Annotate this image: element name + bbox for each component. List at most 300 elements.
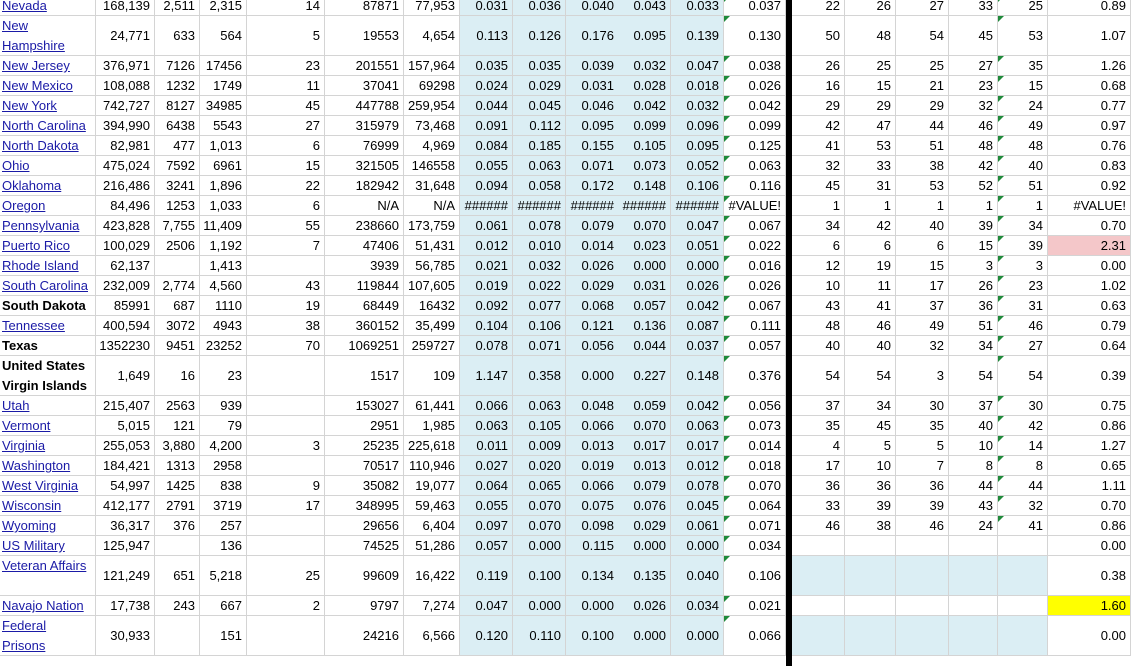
data-cell-c4[interactable] bbox=[247, 356, 325, 396]
row-name-link[interactable]: United States Virgin Islands bbox=[2, 358, 88, 393]
data-cell-c1[interactable]: 85991 bbox=[96, 296, 155, 316]
data-cell-c1[interactable]: 62,137 bbox=[96, 256, 155, 276]
data-cell-c5[interactable]: 315979 bbox=[325, 116, 404, 136]
data-cell-c6[interactable]: 225,618 bbox=[404, 436, 460, 456]
data-cell-r5[interactable]: 0.000 bbox=[671, 256, 724, 276]
data-cell-c5[interactable]: 321505 bbox=[325, 156, 404, 176]
data-cell-k4[interactable]: 32 bbox=[949, 96, 998, 116]
data-cell-c4[interactable]: 3 bbox=[247, 436, 325, 456]
data-cell-c2[interactable]: 243 bbox=[155, 596, 200, 616]
data-cell-r4[interactable]: 0.000 bbox=[618, 256, 671, 276]
data-cell-c5[interactable]: 35082 bbox=[325, 476, 404, 496]
data-cell-k3[interactable] bbox=[896, 616, 949, 656]
row-name-link[interactable]: Vermont bbox=[2, 418, 51, 433]
data-cell-r2[interactable]: 0.110 bbox=[513, 616, 566, 656]
data-cell-c1[interactable]: 255,053 bbox=[96, 436, 155, 456]
data-cell-r4[interactable]: 0.073 bbox=[618, 156, 671, 176]
data-cell-k4[interactable]: 23 bbox=[949, 76, 998, 96]
data-cell-r2[interactable]: 0.058 bbox=[513, 176, 566, 196]
data-cell-r1[interactable]: 0.055 bbox=[460, 156, 513, 176]
data-cell-r4[interactable]: 0.013 bbox=[618, 456, 671, 476]
data-cell-r2[interactable]: 0.126 bbox=[513, 16, 566, 56]
data-cell-k2[interactable]: 54 bbox=[845, 356, 896, 396]
data-cell-r4[interactable]: 0.148 bbox=[618, 176, 671, 196]
data-cell-r1[interactable]: 0.084 bbox=[460, 136, 513, 156]
data-cell-avg[interactable]: 0.376 bbox=[724, 356, 786, 396]
data-cell-c1[interactable]: 108,088 bbox=[96, 76, 155, 96]
data-cell-ratio[interactable]: 0.00 bbox=[1048, 536, 1131, 556]
row-name-cell[interactable] bbox=[0, 296, 96, 316]
data-cell-r4[interactable]: 0.070 bbox=[618, 416, 671, 436]
data-cell-r3[interactable]: 0.000 bbox=[566, 356, 619, 396]
data-cell-k2[interactable]: 31 bbox=[845, 176, 896, 196]
data-cell-ratio[interactable]: 0.97 bbox=[1048, 116, 1131, 136]
data-cell-c4[interactable]: 14 bbox=[247, 0, 325, 16]
row-name-link[interactable]: Utah bbox=[2, 398, 30, 413]
row-name-link[interactable]: Rhode Island bbox=[2, 258, 79, 273]
data-cell-k3[interactable]: 38 bbox=[896, 156, 949, 176]
data-cell-k4[interactable]: 51 bbox=[949, 316, 998, 336]
row-name-cell[interactable] bbox=[0, 396, 96, 416]
data-cell-c1[interactable]: 215,407 bbox=[96, 396, 155, 416]
data-cell-c2[interactable]: 2791 bbox=[155, 496, 200, 516]
data-cell-k1[interactable] bbox=[792, 536, 845, 556]
data-cell-c1[interactable]: 121,249 bbox=[96, 556, 155, 596]
data-cell-c6[interactable]: 107,605 bbox=[404, 276, 460, 296]
data-cell-c4[interactable]: 22 bbox=[247, 176, 325, 196]
data-cell-c1[interactable]: 30,933 bbox=[96, 616, 155, 656]
data-cell-k3[interactable]: 49 bbox=[896, 316, 949, 336]
row-name-link[interactable]: New Jersey bbox=[2, 58, 70, 73]
data-cell-ratio[interactable]: 0.86 bbox=[1048, 516, 1131, 536]
data-cell-c4[interactable]: 7 bbox=[247, 236, 325, 256]
data-cell-k5[interactable]: 51 bbox=[998, 176, 1048, 196]
row-name-cell[interactable] bbox=[0, 216, 96, 236]
data-cell-r3[interactable]: 0.031 bbox=[566, 76, 619, 96]
data-cell-c2[interactable]: 121 bbox=[155, 416, 200, 436]
data-cell-c2[interactable]: 3241 bbox=[155, 176, 200, 196]
data-cell-avg[interactable]: 0.071 bbox=[724, 516, 786, 536]
data-cell-c6[interactable]: 146558 bbox=[404, 156, 460, 176]
data-cell-k5[interactable]: 30 bbox=[998, 396, 1048, 416]
row-name-link[interactable]: Wyoming bbox=[2, 518, 57, 533]
data-cell-k1[interactable]: 36 bbox=[792, 476, 845, 496]
data-cell-k4[interactable] bbox=[949, 616, 998, 656]
data-cell-k4[interactable]: 34 bbox=[949, 336, 998, 356]
data-cell-r3[interactable]: 0.172 bbox=[566, 176, 619, 196]
data-cell-c6[interactable]: 59,463 bbox=[404, 496, 460, 516]
data-cell-c4[interactable]: 2 bbox=[247, 596, 325, 616]
data-cell-c6[interactable]: 6,404 bbox=[404, 516, 460, 536]
data-cell-c5[interactable]: 119844 bbox=[325, 276, 404, 296]
data-cell-k4[interactable]: 42 bbox=[949, 156, 998, 176]
data-cell-avg[interactable]: 0.034 bbox=[724, 536, 786, 556]
data-cell-avg[interactable]: 0.026 bbox=[724, 276, 786, 296]
data-cell-c3[interactable]: 23252 bbox=[200, 336, 247, 356]
data-cell-avg[interactable]: 0.116 bbox=[724, 176, 786, 196]
data-cell-c3[interactable]: 1,896 bbox=[200, 176, 247, 196]
data-cell-c6[interactable]: 51,286 bbox=[404, 536, 460, 556]
data-cell-ratio[interactable]: 1.02 bbox=[1048, 276, 1131, 296]
data-cell-r2[interactable]: 0.112 bbox=[513, 116, 566, 136]
data-cell-r1[interactable]: 0.019 bbox=[460, 276, 513, 296]
data-cell-c3[interactable]: 23 bbox=[200, 356, 247, 396]
row-name-cell[interactable] bbox=[0, 136, 96, 156]
data-cell-k2[interactable] bbox=[845, 556, 896, 596]
data-cell-c1[interactable]: 36,317 bbox=[96, 516, 155, 536]
data-cell-ratio[interactable]: 0.00 bbox=[1048, 616, 1131, 656]
data-cell-avg[interactable]: 0.018 bbox=[724, 456, 786, 476]
data-cell-k5[interactable]: 27 bbox=[998, 336, 1048, 356]
data-cell-k1[interactable]: 40 bbox=[792, 336, 845, 356]
row-name-cell[interactable] bbox=[0, 0, 96, 16]
data-cell-k5[interactable]: 49 bbox=[998, 116, 1048, 136]
data-cell-c3[interactable]: 4943 bbox=[200, 316, 247, 336]
data-cell-k5[interactable]: 35 bbox=[998, 56, 1048, 76]
data-cell-r2[interactable]: 0.063 bbox=[513, 396, 566, 416]
data-cell-k2[interactable]: 48 bbox=[845, 16, 896, 56]
data-cell-c5[interactable]: N/A bbox=[325, 196, 404, 216]
data-cell-r1[interactable]: 0.024 bbox=[460, 76, 513, 96]
data-cell-r3[interactable]: 0.014 bbox=[566, 236, 619, 256]
row-name-link[interactable]: Nevada bbox=[2, 0, 47, 13]
data-cell-k4[interactable] bbox=[949, 596, 998, 616]
data-cell-k3[interactable]: 51 bbox=[896, 136, 949, 156]
data-cell-avg[interactable]: 0.064 bbox=[724, 496, 786, 516]
data-cell-k1[interactable]: 10 bbox=[792, 276, 845, 296]
data-cell-k4[interactable]: 3 bbox=[949, 256, 998, 276]
data-cell-c3[interactable]: 2958 bbox=[200, 456, 247, 476]
data-cell-c5[interactable]: 348995 bbox=[325, 496, 404, 516]
data-cell-c4[interactable] bbox=[247, 536, 325, 556]
row-name-link[interactable]: Texas bbox=[2, 338, 38, 353]
data-cell-k2[interactable]: 29 bbox=[845, 96, 896, 116]
data-cell-r4[interactable]: 0.031 bbox=[618, 276, 671, 296]
row-name-cell[interactable] bbox=[0, 236, 96, 256]
data-cell-r1[interactable]: 0.027 bbox=[460, 456, 513, 476]
data-cell-k1[interactable]: 1 bbox=[792, 196, 845, 216]
data-cell-c1[interactable]: 82,981 bbox=[96, 136, 155, 156]
row-name-link[interactable]: New York bbox=[2, 98, 57, 113]
data-cell-ratio[interactable]: 0.70 bbox=[1048, 216, 1131, 236]
row-name-link[interactable]: Wisconsin bbox=[2, 498, 62, 513]
data-cell-r3[interactable]: ###### bbox=[566, 196, 619, 216]
row-name-link[interactable]: Puerto Rico bbox=[2, 238, 70, 253]
data-cell-c6[interactable]: 16432 bbox=[404, 296, 460, 316]
data-cell-k5[interactable]: 3 bbox=[998, 256, 1048, 276]
data-cell-k2[interactable]: 39 bbox=[845, 496, 896, 516]
data-cell-c6[interactable]: 259,954 bbox=[404, 96, 460, 116]
data-cell-c5[interactable]: 360152 bbox=[325, 316, 404, 336]
data-cell-c3[interactable]: 151 bbox=[200, 616, 247, 656]
data-cell-ratio[interactable]: 0.79 bbox=[1048, 316, 1131, 336]
data-cell-avg[interactable]: 0.038 bbox=[724, 56, 786, 76]
row-name-cell[interactable] bbox=[0, 536, 96, 556]
data-cell-k5[interactable]: 24 bbox=[998, 96, 1048, 116]
data-cell-c2[interactable]: 1425 bbox=[155, 476, 200, 496]
data-cell-r4[interactable]: 0.227 bbox=[618, 356, 671, 396]
row-name-link[interactable]: New Hampshire bbox=[2, 18, 65, 53]
data-cell-c4[interactable]: 17 bbox=[247, 496, 325, 516]
data-cell-avg[interactable]: 0.070 bbox=[724, 476, 786, 496]
data-cell-c1[interactable]: 1352230 bbox=[96, 336, 155, 356]
data-cell-ratio[interactable]: #VALUE! bbox=[1048, 196, 1131, 216]
data-cell-c5[interactable]: 201551 bbox=[325, 56, 404, 76]
data-cell-c2[interactable]: 16 bbox=[155, 356, 200, 396]
data-cell-ratio[interactable]: 0.00 bbox=[1048, 256, 1131, 276]
data-cell-c6[interactable]: 4,969 bbox=[404, 136, 460, 156]
data-cell-ratio[interactable]: 0.89 bbox=[1048, 0, 1131, 16]
data-cell-k1[interactable]: 41 bbox=[792, 136, 845, 156]
row-name-link[interactable]: Oklahoma bbox=[2, 178, 62, 193]
data-cell-r4[interactable]: 0.000 bbox=[618, 616, 671, 656]
data-cell-k5[interactable]: 44 bbox=[998, 476, 1048, 496]
data-cell-r2[interactable]: 0.000 bbox=[513, 596, 566, 616]
row-name-link[interactable]: North Dakota bbox=[2, 138, 79, 153]
data-cell-k2[interactable]: 41 bbox=[845, 296, 896, 316]
data-cell-k1[interactable]: 32 bbox=[792, 156, 845, 176]
data-cell-c2[interactable]: 3,880 bbox=[155, 436, 200, 456]
row-name-link[interactable]: Navajo Nation bbox=[2, 598, 84, 613]
data-cell-r4[interactable]: 0.057 bbox=[618, 296, 671, 316]
data-cell-r2[interactable]: 0.078 bbox=[513, 216, 566, 236]
data-cell-r2[interactable]: 0.070 bbox=[513, 516, 566, 536]
data-cell-r4[interactable]: 0.135 bbox=[618, 556, 671, 596]
row-name-cell[interactable] bbox=[0, 356, 96, 396]
data-cell-avg[interactable]: 0.063 bbox=[724, 156, 786, 176]
data-cell-avg[interactable]: 0.026 bbox=[724, 76, 786, 96]
data-cell-r5[interactable]: 0.033 bbox=[671, 0, 724, 16]
data-cell-ratio[interactable]: 0.63 bbox=[1048, 296, 1131, 316]
data-cell-k3[interactable]: 46 bbox=[896, 516, 949, 536]
data-cell-k2[interactable]: 38 bbox=[845, 516, 896, 536]
data-cell-ratio[interactable]: 1.11 bbox=[1048, 476, 1131, 496]
row-name-cell[interactable] bbox=[0, 56, 96, 76]
data-cell-r5[interactable]: 0.078 bbox=[671, 476, 724, 496]
data-cell-k3[interactable]: 32 bbox=[896, 336, 949, 356]
data-cell-k3[interactable]: 5 bbox=[896, 436, 949, 456]
data-cell-k5[interactable]: 15 bbox=[998, 76, 1048, 96]
data-cell-c3[interactable]: 838 bbox=[200, 476, 247, 496]
data-cell-r3[interactable]: 0.100 bbox=[566, 616, 619, 656]
data-cell-k1[interactable]: 33 bbox=[792, 496, 845, 516]
data-cell-c6[interactable]: 173,759 bbox=[404, 216, 460, 236]
data-cell-avg[interactable]: 0.106 bbox=[724, 556, 786, 596]
data-cell-k3[interactable]: 40 bbox=[896, 216, 949, 236]
data-cell-k1[interactable] bbox=[792, 616, 845, 656]
data-cell-k2[interactable]: 36 bbox=[845, 476, 896, 496]
data-cell-k5[interactable] bbox=[998, 616, 1048, 656]
data-cell-c3[interactable]: 1,033 bbox=[200, 196, 247, 216]
data-cell-k3[interactable]: 17 bbox=[896, 276, 949, 296]
data-cell-r1[interactable]: 0.063 bbox=[460, 416, 513, 436]
data-cell-k2[interactable]: 15 bbox=[845, 76, 896, 96]
data-cell-avg[interactable]: 0.130 bbox=[724, 16, 786, 56]
data-cell-k5[interactable]: 39 bbox=[998, 236, 1048, 256]
data-cell-c4[interactable]: 6 bbox=[247, 136, 325, 156]
data-cell-c4[interactable]: 43 bbox=[247, 276, 325, 296]
data-cell-k3[interactable]: 37 bbox=[896, 296, 949, 316]
data-cell-k5[interactable]: 54 bbox=[998, 356, 1048, 396]
data-cell-ratio[interactable]: 1.60 bbox=[1048, 596, 1131, 616]
data-cell-c4[interactable]: 6 bbox=[247, 196, 325, 216]
data-cell-c6[interactable]: 16,422 bbox=[404, 556, 460, 596]
data-cell-r5[interactable]: 0.040 bbox=[671, 556, 724, 596]
data-cell-c2[interactable]: 633 bbox=[155, 16, 200, 56]
row-name-cell[interactable] bbox=[0, 256, 96, 276]
data-cell-avg[interactable]: 0.125 bbox=[724, 136, 786, 156]
data-cell-c3[interactable]: 6961 bbox=[200, 156, 247, 176]
data-cell-c6[interactable]: 6,566 bbox=[404, 616, 460, 656]
data-cell-k4[interactable]: 10 bbox=[949, 436, 998, 456]
row-name-link[interactable]: Tennessee bbox=[2, 318, 65, 333]
data-cell-r5[interactable]: 0.000 bbox=[671, 536, 724, 556]
data-cell-r5[interactable]: 0.032 bbox=[671, 96, 724, 116]
data-cell-r5[interactable]: 0.047 bbox=[671, 56, 724, 76]
data-cell-ratio[interactable]: 0.39 bbox=[1048, 356, 1131, 396]
data-cell-c5[interactable]: 24216 bbox=[325, 616, 404, 656]
data-cell-k2[interactable]: 47 bbox=[845, 116, 896, 136]
data-cell-r2[interactable]: 0.106 bbox=[513, 316, 566, 336]
data-cell-r1[interactable]: 0.012 bbox=[460, 236, 513, 256]
row-name-link[interactable]: West Virginia bbox=[2, 478, 79, 493]
data-cell-r2[interactable]: 0.358 bbox=[513, 356, 566, 396]
data-cell-ratio[interactable]: 0.75 bbox=[1048, 396, 1131, 416]
data-cell-c4[interactable]: 38 bbox=[247, 316, 325, 336]
data-cell-c6[interactable]: 7,274 bbox=[404, 596, 460, 616]
row-name-link[interactable]: Washington bbox=[2, 458, 71, 473]
data-cell-k3[interactable] bbox=[896, 536, 949, 556]
data-cell-c4[interactable] bbox=[247, 456, 325, 476]
data-cell-r1[interactable]: 0.064 bbox=[460, 476, 513, 496]
data-cell-c4[interactable]: 55 bbox=[247, 216, 325, 236]
data-cell-c2[interactable]: 7126 bbox=[155, 56, 200, 76]
data-cell-k1[interactable]: 34 bbox=[792, 216, 845, 236]
data-cell-k4[interactable]: 26 bbox=[949, 276, 998, 296]
data-cell-r1[interactable]: 0.021 bbox=[460, 256, 513, 276]
data-cell-c1[interactable]: 168,139 bbox=[96, 0, 155, 16]
data-cell-c2[interactable]: 1232 bbox=[155, 76, 200, 96]
data-cell-avg[interactable]: 0.037 bbox=[724, 0, 786, 16]
data-cell-c1[interactable]: 125,947 bbox=[96, 536, 155, 556]
data-cell-ratio[interactable]: 0.77 bbox=[1048, 96, 1131, 116]
data-cell-c1[interactable]: 475,024 bbox=[96, 156, 155, 176]
data-cell-r4[interactable]: 0.044 bbox=[618, 336, 671, 356]
data-cell-r3[interactable]: 0.048 bbox=[566, 396, 619, 416]
data-cell-ratio[interactable]: 0.65 bbox=[1048, 456, 1131, 476]
data-cell-k4[interactable]: 8 bbox=[949, 456, 998, 476]
data-cell-c4[interactable]: 45 bbox=[247, 96, 325, 116]
data-cell-c5[interactable]: 76999 bbox=[325, 136, 404, 156]
data-cell-ratio[interactable]: 0.83 bbox=[1048, 156, 1131, 176]
data-cell-r1[interactable]: ###### bbox=[460, 196, 513, 216]
data-cell-c1[interactable]: 1,649 bbox=[96, 356, 155, 396]
data-cell-avg[interactable]: 0.099 bbox=[724, 116, 786, 136]
data-cell-r3[interactable]: 0.121 bbox=[566, 316, 619, 336]
data-cell-r3[interactable]: 0.155 bbox=[566, 136, 619, 156]
data-cell-c5[interactable]: 238660 bbox=[325, 216, 404, 236]
data-cell-r3[interactable]: 0.000 bbox=[566, 596, 619, 616]
data-cell-k2[interactable]: 10 bbox=[845, 456, 896, 476]
data-cell-avg[interactable]: #VALUE! bbox=[724, 196, 786, 216]
data-cell-c4[interactable]: 9 bbox=[247, 476, 325, 496]
data-cell-k1[interactable]: 54 bbox=[792, 356, 845, 396]
data-cell-k5[interactable] bbox=[998, 536, 1048, 556]
data-cell-c4[interactable]: 70 bbox=[247, 336, 325, 356]
data-cell-r2[interactable]: 0.071 bbox=[513, 336, 566, 356]
data-cell-k2[interactable]: 25 bbox=[845, 56, 896, 76]
data-cell-c1[interactable]: 24,771 bbox=[96, 16, 155, 56]
data-cell-k2[interactable] bbox=[845, 596, 896, 616]
data-cell-c5[interactable]: 1069251 bbox=[325, 336, 404, 356]
data-cell-c4[interactable]: 5 bbox=[247, 16, 325, 56]
data-cell-r1[interactable]: 0.057 bbox=[460, 536, 513, 556]
data-cell-r2[interactable]: 0.029 bbox=[513, 76, 566, 96]
data-cell-c5[interactable]: 99609 bbox=[325, 556, 404, 596]
data-cell-c2[interactable] bbox=[155, 536, 200, 556]
data-cell-c1[interactable]: 184,421 bbox=[96, 456, 155, 476]
data-cell-c3[interactable]: 939 bbox=[200, 396, 247, 416]
data-cell-k3[interactable]: 27 bbox=[896, 0, 949, 16]
data-cell-r1[interactable]: 0.091 bbox=[460, 116, 513, 136]
data-cell-avg[interactable]: 0.066 bbox=[724, 616, 786, 656]
row-name-cell[interactable] bbox=[0, 436, 96, 456]
data-cell-r1[interactable]: 0.055 bbox=[460, 496, 513, 516]
data-cell-c6[interactable]: 51,431 bbox=[404, 236, 460, 256]
data-cell-c3[interactable]: 257 bbox=[200, 516, 247, 536]
data-cell-c3[interactable]: 1749 bbox=[200, 76, 247, 96]
data-cell-c6[interactable]: 61,441 bbox=[404, 396, 460, 416]
data-cell-r1[interactable]: 0.092 bbox=[460, 296, 513, 316]
data-cell-c2[interactable]: 3072 bbox=[155, 316, 200, 336]
data-cell-r5[interactable]: ###### bbox=[671, 196, 724, 216]
data-cell-k1[interactable]: 4 bbox=[792, 436, 845, 456]
data-cell-avg[interactable]: 0.057 bbox=[724, 336, 786, 356]
data-cell-r5[interactable]: 0.139 bbox=[671, 16, 724, 56]
data-cell-r1[interactable]: 0.061 bbox=[460, 216, 513, 236]
data-cell-k4[interactable]: 52 bbox=[949, 176, 998, 196]
data-cell-avg[interactable]: 0.042 bbox=[724, 96, 786, 116]
data-cell-k4[interactable]: 1 bbox=[949, 196, 998, 216]
data-cell-r4[interactable]: 0.076 bbox=[618, 496, 671, 516]
data-cell-k5[interactable]: 46 bbox=[998, 316, 1048, 336]
data-cell-avg[interactable]: 0.111 bbox=[724, 316, 786, 336]
data-cell-c1[interactable]: 376,971 bbox=[96, 56, 155, 76]
data-cell-r4[interactable]: 0.042 bbox=[618, 96, 671, 116]
data-cell-r5[interactable]: 0.051 bbox=[671, 236, 724, 256]
data-cell-r2[interactable]: 0.020 bbox=[513, 456, 566, 476]
data-cell-k2[interactable]: 42 bbox=[845, 216, 896, 236]
data-cell-c1[interactable]: 742,727 bbox=[96, 96, 155, 116]
row-name-cell[interactable] bbox=[0, 456, 96, 476]
data-cell-r4[interactable]: 0.026 bbox=[618, 596, 671, 616]
data-cell-k1[interactable]: 42 bbox=[792, 116, 845, 136]
data-cell-k5[interactable]: 41 bbox=[998, 516, 1048, 536]
data-cell-r5[interactable]: 0.106 bbox=[671, 176, 724, 196]
data-cell-r1[interactable]: 1.147 bbox=[460, 356, 513, 396]
data-cell-c3[interactable]: 3719 bbox=[200, 496, 247, 516]
data-cell-r5[interactable]: 0.026 bbox=[671, 276, 724, 296]
data-cell-r5[interactable]: 0.087 bbox=[671, 316, 724, 336]
data-cell-k2[interactable]: 6 bbox=[845, 236, 896, 256]
data-cell-c3[interactable]: 1,413 bbox=[200, 256, 247, 276]
row-name-cell[interactable] bbox=[0, 516, 96, 536]
row-name-link[interactable]: Federal Prisons bbox=[2, 618, 47, 653]
data-cell-r4[interactable]: 0.095 bbox=[618, 16, 671, 56]
data-cell-c6[interactable]: 77,953 bbox=[404, 0, 460, 16]
data-cell-c6[interactable]: 19,077 bbox=[404, 476, 460, 496]
data-cell-c1[interactable]: 423,828 bbox=[96, 216, 155, 236]
